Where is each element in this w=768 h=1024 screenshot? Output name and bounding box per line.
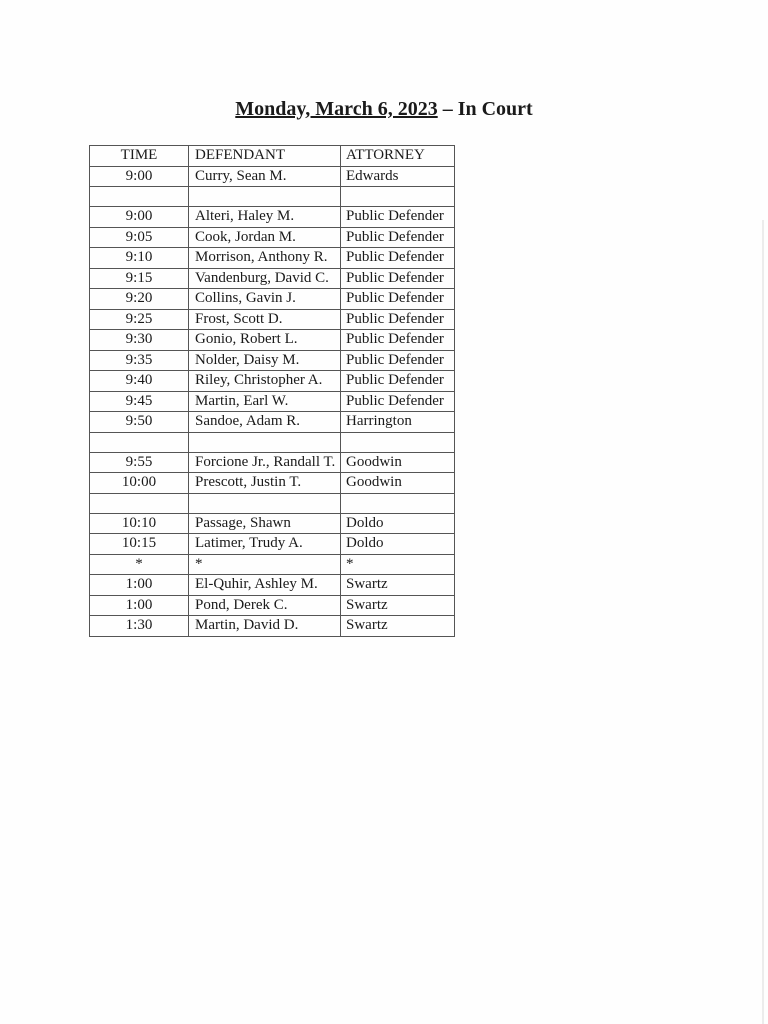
- table-row: [90, 268, 455, 289]
- cell-defendant: Pond, Derek C.: [189, 595, 341, 616]
- cell-attorney: [341, 432, 455, 452]
- table-row: [90, 534, 455, 555]
- cell-attorney: Public Defender: [341, 371, 455, 392]
- cell-defendant: Gonio, Robert L.: [189, 330, 341, 351]
- cell-time: 9:00: [90, 166, 189, 187]
- table-row: [90, 473, 455, 494]
- cell-attorney: Public Defender: [341, 309, 455, 330]
- cell-time: 9:35: [90, 350, 189, 371]
- cell-time: 9:40: [90, 371, 189, 392]
- cell-defendant: Passage, Shawn: [189, 513, 341, 534]
- cell-defendant: Curry, Sean M.: [189, 166, 341, 187]
- cell-defendant: Martin, David D.: [189, 616, 341, 637]
- header-time: TIME: [90, 146, 189, 167]
- table-row: [90, 330, 455, 351]
- cell-attorney: Public Defender: [341, 227, 455, 248]
- cell-defendant: El-Quhir, Ashley M.: [189, 575, 341, 596]
- cell-defendant: Cook, Jordan M.: [189, 227, 341, 248]
- cell-attorney: [341, 493, 455, 513]
- cell-attorney: Doldo: [341, 534, 455, 555]
- table-row: [90, 289, 455, 310]
- cell-time: [90, 493, 189, 513]
- cell-attorney: Goodwin: [341, 473, 455, 494]
- cell-time: 10:15: [90, 534, 189, 555]
- table-row: [90, 391, 455, 412]
- header-attorney: ATTORNEY: [341, 146, 455, 167]
- cell-defendant: [189, 493, 341, 513]
- cell-defendant: Morrison, Anthony R.: [189, 248, 341, 269]
- title-suffix: In Court: [457, 98, 533, 120]
- table-row: [90, 248, 455, 269]
- cell-time: 9:50: [90, 412, 189, 433]
- cell-defendant: Latimer, Trudy A.: [189, 534, 341, 555]
- cell-defendant: Nolder, Daisy M.: [189, 350, 341, 371]
- table-row: [90, 616, 455, 637]
- cell-attorney: Public Defender: [341, 289, 455, 310]
- docket-rows: [90, 166, 455, 636]
- cell-attorney: Goodwin: [341, 452, 455, 473]
- cell-attorney: Edwards: [341, 166, 455, 187]
- cell-defendant: Frost, Scott D.: [189, 309, 341, 330]
- cell-attorney: Public Defender: [341, 350, 455, 371]
- cell-attorney: Swartz: [341, 616, 455, 637]
- cell-attorney: Public Defender: [341, 207, 455, 228]
- cell-time: [90, 187, 189, 207]
- cell-defendant: Sandoe, Adam R.: [189, 412, 341, 433]
- cell-time: 9:05: [90, 227, 189, 248]
- cell-attorney: Public Defender: [341, 268, 455, 289]
- table-row: [90, 575, 455, 596]
- cell-defendant: [189, 187, 341, 207]
- cell-defendant: Prescott, Justin T.: [189, 473, 341, 494]
- cell-time: 10:10: [90, 513, 189, 534]
- table-row: [90, 309, 455, 330]
- table-row: [90, 207, 455, 228]
- cell-time: 9:55: [90, 452, 189, 473]
- cell-time: 9:10: [90, 248, 189, 269]
- table-row: [90, 493, 455, 513]
- table-row: [90, 166, 455, 187]
- table-header-row: [90, 146, 455, 167]
- cell-defendant: Forcione Jr., Randall T.: [189, 452, 341, 473]
- cell-time: [90, 432, 189, 452]
- cell-attorney: *: [341, 554, 455, 575]
- cell-time: 9:45: [90, 391, 189, 412]
- cell-attorney: Public Defender: [341, 248, 455, 269]
- table-row: [90, 412, 455, 433]
- table-row: [90, 371, 455, 392]
- cell-time: 9:30: [90, 330, 189, 351]
- cell-defendant: Martin, Earl W.: [189, 391, 341, 412]
- cell-time: *: [90, 554, 189, 575]
- table-row: [90, 432, 455, 452]
- table-row: [90, 227, 455, 248]
- header-defendant: DEFENDANT: [189, 146, 341, 167]
- table-row: [90, 350, 455, 371]
- cell-time: 10:00: [90, 473, 189, 494]
- cell-defendant: Riley, Christopher A.: [189, 371, 341, 392]
- page-title: [0, 95, 768, 123]
- cell-time: 9:25: [90, 309, 189, 330]
- table-row: [90, 554, 455, 575]
- cell-time: 9:00: [90, 207, 189, 228]
- cell-defendant: *: [189, 554, 341, 575]
- table-row: [90, 187, 455, 207]
- title-date: Monday, March 6, 2023: [235, 98, 438, 120]
- cell-time: 9:20: [90, 289, 189, 310]
- cell-time: 1:00: [90, 595, 189, 616]
- cell-defendant: Alteri, Haley M.: [189, 207, 341, 228]
- cell-time: 1:00: [90, 575, 189, 596]
- cell-defendant: Collins, Gavin J.: [189, 289, 341, 310]
- table-row: [90, 513, 455, 534]
- cell-time: 1:30: [90, 616, 189, 637]
- cell-defendant: [189, 432, 341, 452]
- cell-attorney: Doldo: [341, 513, 455, 534]
- scan-edge: [762, 220, 764, 1024]
- cell-attorney: Harrington: [341, 412, 455, 433]
- table-row: [90, 595, 455, 616]
- docket-table: [89, 145, 455, 637]
- table-row: [90, 452, 455, 473]
- cell-time: 9:15: [90, 268, 189, 289]
- cell-attorney: Swartz: [341, 595, 455, 616]
- title-separator: –: [437, 98, 458, 120]
- cell-attorney: [341, 187, 455, 207]
- cell-attorney: Public Defender: [341, 330, 455, 351]
- cell-attorney: Swartz: [341, 575, 455, 596]
- cell-defendant: Vandenburg, David C.: [189, 268, 341, 289]
- cell-attorney: Public Defender: [341, 391, 455, 412]
